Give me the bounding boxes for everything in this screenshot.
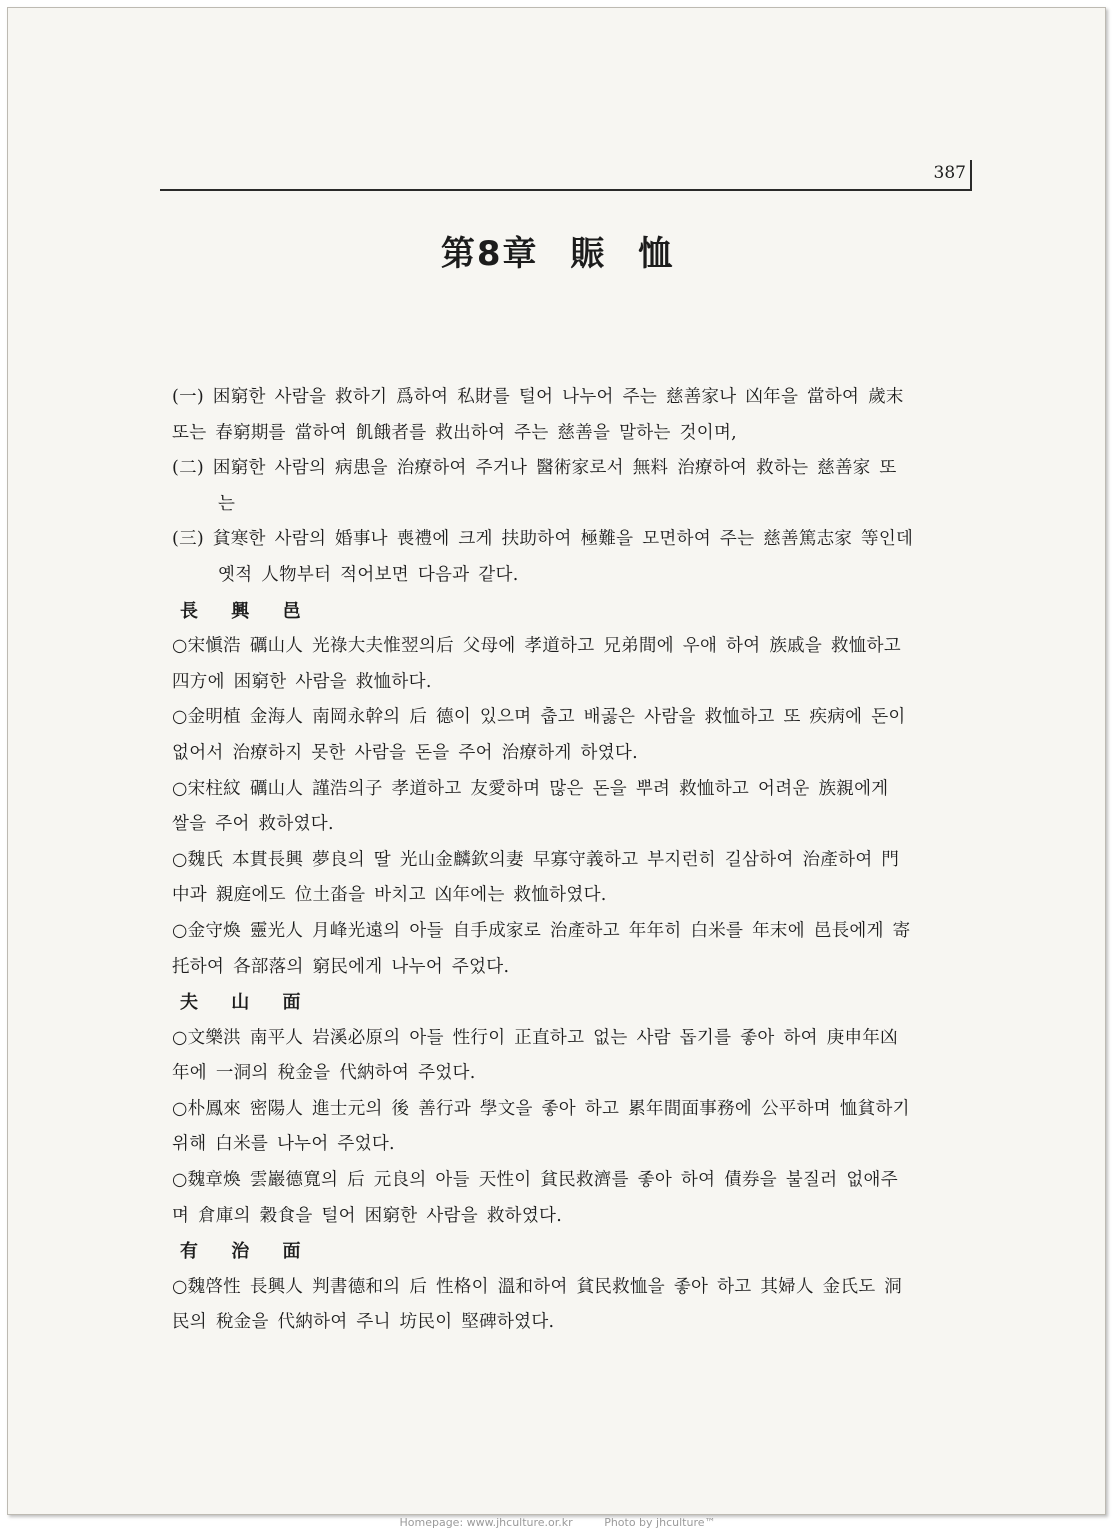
chapter-title: 第8章 賑 恤: [440, 234, 675, 274]
text-line: ○魏章煥 雲巖德寬의 后 元良의 아들 天性이 貧民救濟를 좋아 하여 債券을 불질러 없애주: [172, 1170, 898, 1191]
text-line: 는: [218, 493, 236, 514]
text-line: ○宋愼浩 礪山人 光祿大夫惟翌의后 父母에 孝道하고 兄弟間에 우애 하여 族戚을 救恤하고: [172, 636, 901, 657]
text-line: ○金守煥 靈光人 月峰光遠의 아들 自手成家로 治產하고 年年히 白米를 年末에 邑長에게 寄: [172, 920, 911, 941]
header-rule-tick: [970, 160, 972, 189]
section-heading-busan-myeon: 夫 山 面: [180, 992, 313, 1014]
text-line: ○魏氏 本貫長興 夢良의 딸 光山金麟欽의妻 早寡守義하고 부지런히 길삼하여 治產하여 門: [172, 849, 900, 870]
footer-photo-credit: Photo by jhculture™: [604, 1516, 716, 1529]
text-line: 없어서 治療하지 못한 사람을 돈을 주어 治療하게 하였다.: [172, 742, 638, 763]
text-line: ○魏啓性 長興人 判書德和의 后 性格이 溫和하여 貧民救恤을 좋아 하고 其婦人 金氏도 洞: [172, 1276, 903, 1297]
text-line: 며 倉庫의 穀食을 털어 困窮한 사람을 救하였다.: [172, 1205, 563, 1226]
page-number: 387: [933, 163, 966, 183]
text-line: ○宋柱紋 礪山人 謹浩의子 孝道하고 友愛하며 많은 돈을 뿌려 救恤하고 어려운 族親에게: [172, 778, 889, 799]
body-text: [172, 380, 972, 1341]
text-line: ○朴鳳來 密陽人 進士元의 後 善行과 學文을 좋아 하고 累年間面事務에 公平하며 恤貧하기: [172, 1098, 910, 1119]
text-line: (二) 困窮한 사람의 病患을 治療하여 주거나 醫術家로서 無料 治療하여 救하는 慈善家 또: [172, 458, 897, 479]
text-line: 또는 春窮期를 當하여 飢餓者를 救出하여 주는 慈善을 말하는 것이며,: [172, 422, 738, 443]
text-line: (三) 貧寒한 사람의 婚事나 喪禮에 크게 扶助하여 極難을 모면하여 주는 慈善篤志家 等인데: [172, 529, 914, 550]
footer-homepage: Homepage: www.jhculture.or.kr: [399, 1516, 573, 1529]
text-line: 四方에 困窮한 사람을 救恤하다.: [172, 671, 432, 692]
text-line: 中과 親庭에도 位土畓을 바치고 凶年에는 救恤하였다.: [172, 885, 607, 906]
text-line: ○金明植 金海人 南岡永幹의 后 德이 있으며 춥고 배곯은 사람을 救恤하고 또 疾病에 돈이: [172, 707, 906, 728]
text-line: 托하여 各部落의 窮民에게 나누어 주었다.: [172, 956, 510, 977]
section-heading-jangheung-eup: 長 興 邑: [180, 600, 313, 622]
text-line: 民의 稅金을 代納하여 주니 坊民이 堅碑하였다.: [172, 1312, 555, 1333]
text-line: 위해 白米를 나누어 주었다.: [172, 1134, 395, 1155]
text-line: ○文樂洪 南平人 岩溪必原의 아들 性行이 正直하고 없는 사람 돕기를 좋아 하여 庚申年凶: [172, 1027, 898, 1048]
text-line: 쌀을 주어 救하였다.: [172, 814, 334, 835]
section-heading-yuchi-myeon: 有 治 面: [180, 1241, 313, 1263]
text-line: (一) 困窮한 사람을 救하기 爲하여 私財를 털어 나누어 주는 慈善家나 凶年을 當하여 歲末: [172, 387, 904, 407]
footer: [0, 1516, 1115, 1529]
text-line: 옛적 人物부터 적어보면 다음과 같다.: [218, 564, 519, 585]
header-rule: [160, 189, 972, 191]
text-line: 年에 一洞의 稅金을 代納하여 주었다.: [172, 1063, 476, 1084]
